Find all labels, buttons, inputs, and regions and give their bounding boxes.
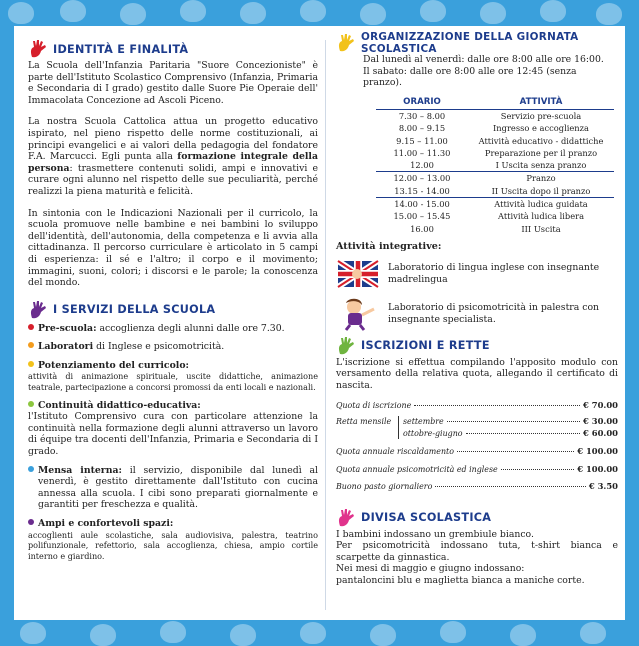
giornata-weekday: Dal lunedì al venerdì: dalle ore 8:00 alle ore 16:00.	[363, 54, 604, 65]
iscrizioni-heading	[336, 335, 618, 357]
bullet-dot	[28, 466, 34, 472]
divisa-text	[336, 529, 618, 587]
servizio-item: Mensa interna: il servizio, disponibile dal lunedì al venerdì, è gestito direttamente dall'Istituto con cucina annessa alla scuola. I cibi sono preparati giornalmente e garantiti per freschezza e qualità.	[28, 465, 318, 511]
divisa-title: DIVISA SCOLASTICA	[361, 511, 492, 525]
hand-print-decoration	[580, 622, 606, 644]
schedule-activity: Preparazione per il pranzo	[484, 147, 598, 158]
schedule-time: 8.00 – 9.15	[398, 123, 446, 134]
schedule-header-row	[376, 96, 614, 110]
hand-print-decoration	[480, 2, 506, 24]
schedule-activity: I Uscita senza pranzo	[495, 160, 587, 171]
schedule-activity: Ingresso e accoglienza	[493, 123, 589, 134]
servizio-item: Ampi e confortevoli spazi: accoglienti aule scolastiche, sala audiovisiva, palestra, teatrino polifunzionale, refettorio, sala accoglienza, chiesa, ampio cortile interno e giardino.	[28, 518, 318, 561]
hand-print-decoration	[180, 0, 206, 22]
schedule-table	[376, 96, 614, 235]
bullet-dot	[28, 519, 34, 525]
divisa-line: I bambini indossano un grembiule bianco.	[336, 528, 534, 540]
giornata-title: ORGANIZZAZIONE DELLA GIORNATA SCOLASTICA	[361, 31, 579, 55]
schedule-time: 11.00 – 11.30	[393, 147, 451, 158]
servizio-description: l'Istituto Comprensivo cura con particolare attenzione la continuità nella formazione degli alunni attraverso un lavoro di équipe tra docenti dell'Infanzia, Primaria e Secondaria di I grado.	[28, 411, 318, 458]
hand-print-decoration	[440, 621, 466, 643]
yellow-hand-icon	[336, 33, 358, 53]
fee-label: Quota di iscrizione	[336, 400, 412, 410]
divisa-line: Per psicomotricità indossano tuta, t-shirt bianca e scarpette da ginnastica.	[336, 540, 618, 563]
schedule-row	[376, 147, 614, 159]
hand-print-decoration	[240, 2, 266, 24]
brochure-panel	[14, 26, 625, 620]
iscrizioni-intro: L'iscrizione si effettua compilando l'apposito modulo con versamento della relativa quota, allegando il certificato di nascita.	[336, 356, 618, 391]
identita-paragraph-2: La nostra Scuola Cattolica attua un progetto educativo ispirato, nel pieno rispetto delle norme costituzionali, ai principi evangelici e ai valori della pedagogia del fondatore F.A. Marcucci. Egli punta alla formazione integrale della persona: trasmettere contenuti solidi, ampi e innovativi e curare ogni alunno nel rispetto delle sue peculiarità, perché realizzi la piena maturità e felicità.	[28, 116, 318, 197]
divisa-heading	[336, 507, 618, 529]
schedule-time: 16.00	[410, 223, 434, 234]
schedule-row	[376, 172, 614, 185]
hand-print-decoration	[540, 0, 566, 22]
hand-print-decoration	[230, 624, 256, 646]
hand-print-decoration	[60, 0, 86, 22]
servizio-description: accoglienti aule scolastiche, sala audiovisiva, palestra, teatrino polifunzionale, refettorio, sala accoglienza, chiesa, ampio cortile interno e giardino.	[28, 529, 318, 561]
schedule-time: 13.15 - 14.00	[394, 185, 450, 196]
fee-row-iscrizione	[336, 400, 618, 412]
fee-amount: € 70.00	[583, 399, 618, 410]
schedule-activity: Servizio pre-scuola	[500, 110, 582, 121]
servizio-item: Potenziamento del curricolo: attività di animazione spirituale, uscite didattiche, animazione teatrale, partecipazione a concorsi promossi da enti locali e nazionali.	[28, 359, 318, 393]
iscrizioni-title: ISCRIZIONI E RETTE	[361, 339, 490, 353]
bullet-dot	[28, 401, 34, 407]
hand-print-decoration	[160, 621, 186, 643]
schedule-time: 14.00 - 15.00	[376, 197, 468, 210]
bullet-dot	[28, 324, 34, 330]
giornata-heading	[336, 32, 618, 54]
schedule-time: 7.30 – 8.00	[398, 110, 446, 121]
schedule-time: 9.15 – 11.00	[396, 135, 448, 146]
divisa-line: Nei mesi di maggio e giugno indossano:	[336, 563, 525, 575]
schedule-header-activity: ATTIVITÀ	[468, 96, 614, 110]
hand-print-decoration	[300, 0, 326, 22]
fee-row: Buono pasto giornaliero € 3.50	[336, 481, 618, 492]
schedule-row	[376, 210, 614, 222]
servizio-item: Continuità didattico-educativa: l'Istituto Comprensivo cura con particolare attenzione la continuità nella formazione degli alunni attraverso un lavoro di équipe tra docenti dell'Infanzia, Primaria e Secondaria di I grado.	[28, 399, 318, 458]
schedule-activity: Pranzo	[468, 172, 614, 185]
schedule-activity: Attività ludica libera	[497, 211, 585, 222]
child-gymnast-icon	[336, 297, 382, 331]
hand-print-decoration	[510, 624, 536, 646]
identita-paragraph-1: La Scuola dell'Infanzia Paritaria "Suore Concezioniste" è parte dell'Istituto Scolastico Comprensivo (Infanzia, Primaria e Secondaria di I grado) gestito dalle Suore Pie Operaie dell' Immacolata Concezione ad Ascoli Piceno.	[28, 60, 318, 106]
servizio-description: attività di animazione spirituale, uscite didattiche, animazione teatrale, partecipazione a concorsi promossi da enti locali e nazionali.	[28, 371, 318, 393]
bullet-dot	[28, 361, 34, 367]
hand-print-decoration	[20, 622, 46, 644]
pink-hand-icon	[336, 508, 358, 528]
schedule-row	[376, 197, 614, 210]
integrative-item-english	[336, 257, 618, 291]
schedule-time: 15.00 – 15.45	[393, 211, 451, 222]
purple-hand-icon	[28, 300, 50, 320]
integrative-item-psico	[336, 297, 618, 331]
bullet-dot	[28, 342, 34, 348]
schedule-activity: II Uscita dopo il pranzo	[491, 185, 591, 196]
schedule-row	[376, 222, 614, 234]
column-divider	[325, 40, 326, 610]
schedule-row	[376, 122, 614, 134]
schedule-activity: Attività ludica guidata	[468, 197, 614, 210]
hand-print-decoration	[596, 3, 622, 25]
servizi-list	[28, 323, 318, 562]
hand-print-decoration	[90, 624, 116, 646]
servizio-item: Laboratori di Inglese e psicomotricità.	[28, 341, 318, 353]
divisa-line: pantaloncini blu e maglietta bianca a maniche corte.	[336, 574, 585, 586]
giornata-saturday: Il sabato: dalle ore 8:00 alle ore 12:45 (senza pranzo).	[363, 65, 577, 89]
hand-print-decoration	[360, 3, 386, 25]
fee-row-retta	[336, 416, 618, 439]
integrative-psico-text: Laboratorio di psicomotricità in palestra con insegnante specialista.	[388, 302, 600, 325]
identita-title: IDENTITÀ E FINALITÀ	[53, 42, 189, 56]
schedule-row	[376, 134, 614, 146]
hand-print-decoration	[120, 3, 146, 25]
schedule-time: 12.00 – 13.00	[376, 172, 468, 185]
fee-row: Quota annuale riscaldamento € 100.00	[336, 446, 618, 457]
integrative-english-text: Laboratorio di lingua inglese con insegnante madrelingua	[388, 262, 600, 285]
retta-row: ottobre-giugno € 60.00	[403, 427, 618, 438]
left-column	[28, 26, 318, 561]
servizi-title: I SERVIZI DELLA SCUOLA	[53, 303, 216, 317]
servizio-item: Pre-scuola: accoglienza degli alunni dalle ore 7.30.	[28, 323, 318, 335]
schedule-row	[376, 159, 614, 172]
schedule-activity: Attività educativo - didattiche	[478, 135, 604, 146]
hand-print-decoration	[420, 0, 446, 22]
red-hand-icon	[28, 39, 50, 59]
servizi-heading	[28, 299, 318, 321]
union-jack-icon	[336, 257, 382, 291]
retta-row: settembre € 30.00	[403, 416, 618, 427]
schedule-row	[376, 185, 614, 198]
integrative-title: Attività integrative:	[336, 240, 442, 252]
fees-list	[336, 400, 618, 493]
green-hand-icon	[336, 336, 358, 356]
schedule-time: 12.00	[410, 160, 434, 171]
hand-print-decoration	[370, 624, 396, 646]
identita-heading	[28, 38, 318, 60]
hand-print-decoration	[300, 622, 326, 644]
schedule-activity: III Uscita	[521, 223, 561, 234]
right-column	[336, 26, 618, 587]
retta-label: Retta mensile	[336, 417, 392, 427]
fee-row: Quota annuale psicomotricità ed inglese € 100.00	[336, 463, 618, 474]
hand-print-decoration	[8, 2, 34, 24]
schedule-row	[376, 109, 614, 122]
identita-paragraph-3: In sintonia con le Indicazioni Nazionali per il curricolo, la scuola promuove nelle bambine e nei bambini lo sviluppo dell'identità, dell'autonomia, della competenza e li avvia alla cittadinanza. Il percorso curriculare è articolato in 5 campi di esperienza: il sé e l'altro; il corpo e il movimento; immagini, suoni, colori; i discorsi e le parole; la conoscenza del mondo.	[28, 207, 318, 289]
schedule-header-time: ORARIO	[376, 96, 468, 110]
